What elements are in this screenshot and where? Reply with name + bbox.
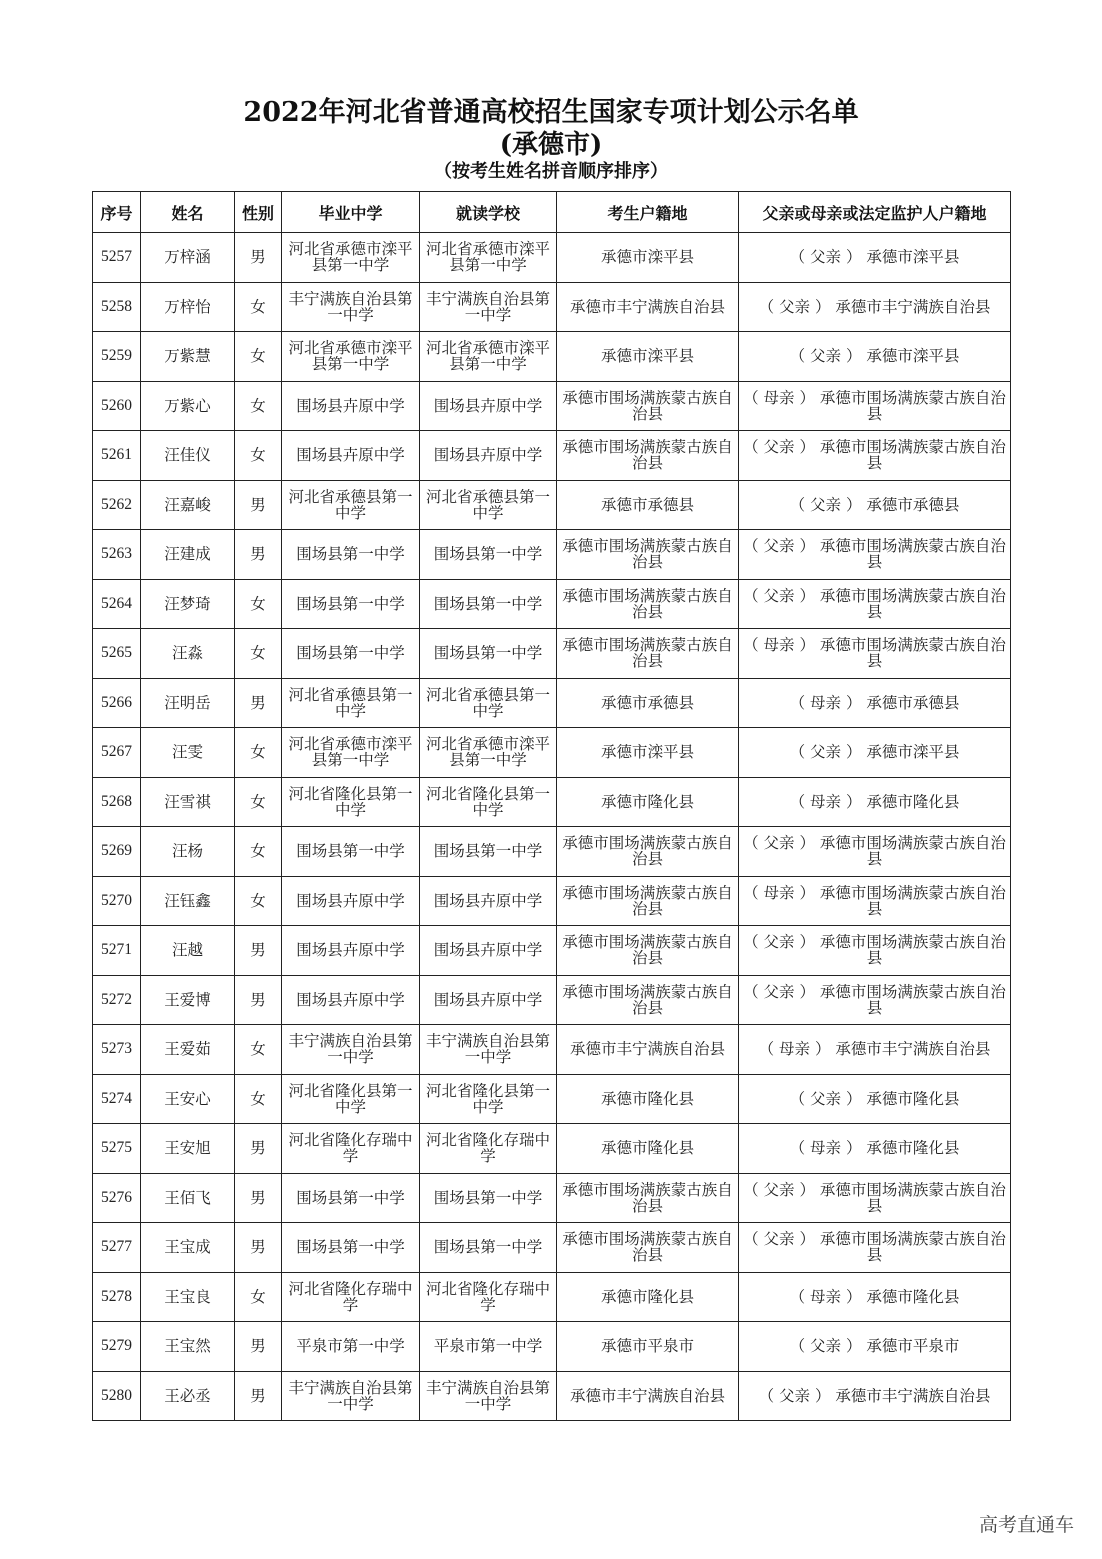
cell-current-school: 围场县第一中学	[420, 530, 557, 580]
table-row	[93, 926, 1011, 976]
cell-current-school: 河北省隆化存瑞中学	[420, 1272, 557, 1322]
cell-gender: 男	[235, 926, 282, 976]
cell-name: 汪建成	[141, 530, 235, 580]
cell-student-hukou: 承德市围场满族蒙古族自治县	[557, 975, 739, 1025]
cell-name: 汪明岳	[141, 678, 235, 728]
cell-graduation-school: 丰宁满族自治县第一中学	[282, 1371, 420, 1421]
column-header-graduation-school: 毕业中学	[282, 192, 420, 233]
table-row	[93, 629, 1011, 679]
cell-student-hukou: 承德市围场满族蒙古族自治县	[557, 579, 739, 629]
column-header-gender: 性别	[235, 192, 282, 233]
cell-guardian-hukou: （ 母亲 ） 承德市隆化县	[739, 1124, 1011, 1174]
column-header-guardian-hukou: 父亲或母亲或法定监护人户籍地	[739, 192, 1011, 233]
cell-current-school: 围场县卉原中学	[420, 926, 557, 976]
table-row	[93, 1173, 1011, 1223]
cell-seq: 5273	[93, 1025, 141, 1075]
table-row	[93, 1322, 1011, 1372]
cell-name: 汪杨	[141, 827, 235, 877]
cell-current-school: 围场县第一中学	[420, 1223, 557, 1273]
cell-guardian-hukou: （ 父亲 ） 承德市围场满族蒙古族自治县	[739, 431, 1011, 481]
roster-body	[93, 233, 1011, 1421]
cell-graduation-school: 河北省隆化存瑞中学	[282, 1124, 420, 1174]
cell-seq: 5271	[93, 926, 141, 976]
cell-student-hukou: 承德市围场满族蒙古族自治县	[557, 926, 739, 976]
cell-student-hukou: 承德市围场满族蒙古族自治县	[557, 381, 739, 431]
cell-name: 汪淼	[141, 629, 235, 679]
cell-name: 王宝良	[141, 1272, 235, 1322]
cell-seq: 5274	[93, 1074, 141, 1124]
cell-current-school: 围场县第一中学	[420, 827, 557, 877]
cell-guardian-hukou: （ 父亲 ） 承德市围场满族蒙古族自治县	[739, 530, 1011, 580]
cell-guardian-hukou: （ 母亲 ） 承德市丰宁满族自治县	[739, 1025, 1011, 1075]
cell-student-hukou: 承德市丰宁满族自治县	[557, 282, 739, 332]
table-row	[93, 728, 1011, 778]
cell-gender: 男	[235, 1371, 282, 1421]
cell-graduation-school: 河北省承德市滦平县第一中学	[282, 332, 420, 382]
cell-current-school: 河北省承德市滦平县第一中学	[420, 332, 557, 382]
cell-graduation-school: 围场县卉原中学	[282, 876, 420, 926]
page-subtitle-city: (承德市)	[499, 130, 603, 160]
watermark: 高考直通车	[978, 1514, 1074, 1536]
cell-student-hukou: 承德市围场满族蒙古族自治县	[557, 876, 739, 926]
cell-gender: 男	[235, 1322, 282, 1372]
cell-gender: 女	[235, 876, 282, 926]
cell-guardian-hukou: （ 父亲 ） 承德市围场满族蒙古族自治县	[739, 579, 1011, 629]
cell-name: 万紫慧	[141, 332, 235, 382]
cell-gender: 女	[235, 431, 282, 481]
cell-current-school: 围场县第一中学	[420, 629, 557, 679]
cell-graduation-school: 围场县第一中学	[282, 579, 420, 629]
cell-current-school: 围场县第一中学	[420, 1173, 557, 1223]
cell-seq: 5265	[93, 629, 141, 679]
cell-current-school: 河北省承德市滦平县第一中学	[420, 233, 557, 283]
cell-graduation-school: 丰宁满族自治县第一中学	[282, 282, 420, 332]
cell-graduation-school: 围场县第一中学	[282, 827, 420, 877]
table-row	[93, 777, 1011, 827]
cell-gender: 男	[235, 530, 282, 580]
cell-student-hukou: 承德市围场满族蒙古族自治县	[557, 1223, 739, 1273]
table-row	[93, 678, 1011, 728]
cell-seq: 5278	[93, 1272, 141, 1322]
cell-gender: 男	[235, 1173, 282, 1223]
cell-gender: 男	[235, 975, 282, 1025]
cell-student-hukou: 承德市围场满族蒙古族自治县	[557, 827, 739, 877]
cell-student-hukou: 承德市隆化县	[557, 1124, 739, 1174]
cell-seq: 5267	[93, 728, 141, 778]
table-row	[93, 332, 1011, 382]
cell-seq: 5264	[93, 579, 141, 629]
cell-graduation-school: 围场县第一中学	[282, 629, 420, 679]
cell-name: 万梓怡	[141, 282, 235, 332]
table-row	[93, 1223, 1011, 1273]
cell-graduation-school: 平泉市第一中学	[282, 1322, 420, 1372]
cell-student-hukou: 承德市承德县	[557, 678, 739, 728]
cell-gender: 女	[235, 1272, 282, 1322]
cell-gender: 男	[235, 1223, 282, 1273]
cell-name: 汪梦琦	[141, 579, 235, 629]
table-row	[93, 975, 1011, 1025]
column-header-current-school: 就读学校	[420, 192, 557, 233]
cell-graduation-school: 河北省承德市滦平县第一中学	[282, 728, 420, 778]
cell-current-school: 丰宁满族自治县第一中学	[420, 1371, 557, 1421]
table-row	[93, 1074, 1011, 1124]
cell-gender: 女	[235, 1074, 282, 1124]
column-header-student-hukou: 考生户籍地	[557, 192, 739, 233]
cell-gender: 女	[235, 282, 282, 332]
cell-graduation-school: 围场县第一中学	[282, 530, 420, 580]
cell-guardian-hukou: （ 父亲 ） 承德市丰宁满族自治县	[739, 282, 1011, 332]
cell-guardian-hukou: （ 父亲 ） 承德市承德县	[739, 480, 1011, 530]
cell-name: 汪雪祺	[141, 777, 235, 827]
cell-gender: 女	[235, 728, 282, 778]
cell-seq: 5277	[93, 1223, 141, 1273]
cell-name: 王安旭	[141, 1124, 235, 1174]
cell-gender: 女	[235, 827, 282, 877]
cell-graduation-school: 河北省隆化存瑞中学	[282, 1272, 420, 1322]
cell-guardian-hukou: （ 母亲 ） 承德市围场满族蒙古族自治县	[739, 629, 1011, 679]
cell-seq: 5268	[93, 777, 141, 827]
column-header-name: 姓名	[141, 192, 235, 233]
cell-name: 万紫心	[141, 381, 235, 431]
cell-gender: 女	[235, 777, 282, 827]
column-header-seq: 序号	[93, 192, 141, 233]
cell-graduation-school: 围场县第一中学	[282, 1223, 420, 1273]
cell-student-hukou: 承德市平泉市	[557, 1322, 739, 1372]
cell-current-school: 围场县卉原中学	[420, 381, 557, 431]
cell-student-hukou: 承德市围场满族蒙古族自治县	[557, 1173, 739, 1223]
cell-guardian-hukou: （ 父亲 ） 承德市围场满族蒙古族自治县	[739, 1173, 1011, 1223]
cell-graduation-school: 围场县卉原中学	[282, 431, 420, 481]
cell-gender: 女	[235, 1025, 282, 1075]
table-row	[93, 233, 1011, 283]
cell-graduation-school: 河北省隆化县第一中学	[282, 777, 420, 827]
cell-seq: 5258	[93, 282, 141, 332]
cell-name: 汪佳仪	[141, 431, 235, 481]
cell-current-school: 河北省隆化县第一中学	[420, 1074, 557, 1124]
cell-name: 王安心	[141, 1074, 235, 1124]
page-title: 2022年河北省普通高校招生国家专项计划公示名单	[243, 97, 859, 128]
table-row	[93, 1272, 1011, 1322]
cell-student-hukou: 承德市围场满族蒙古族自治县	[557, 530, 739, 580]
cell-current-school: 丰宁满族自治县第一中学	[420, 282, 557, 332]
cell-current-school: 围场县卉原中学	[420, 876, 557, 926]
cell-graduation-school: 围场县卉原中学	[282, 926, 420, 976]
cell-name: 王宝成	[141, 1223, 235, 1273]
cell-name: 汪越	[141, 926, 235, 976]
cell-gender: 男	[235, 233, 282, 283]
cell-guardian-hukou: （ 父亲 ） 承德市围场满族蒙古族自治县	[739, 1223, 1011, 1273]
cell-seq: 5276	[93, 1173, 141, 1223]
cell-seq: 5261	[93, 431, 141, 481]
table-row	[93, 1025, 1011, 1075]
table-row	[93, 579, 1011, 629]
table-row	[93, 282, 1011, 332]
cell-guardian-hukou: （ 母亲 ） 承德市承德县	[739, 678, 1011, 728]
cell-gender: 女	[235, 381, 282, 431]
cell-name: 汪钰鑫	[141, 876, 235, 926]
cell-student-hukou: 承德市滦平县	[557, 728, 739, 778]
cell-student-hukou: 承德市丰宁满族自治县	[557, 1025, 739, 1075]
cell-current-school: 平泉市第一中学	[420, 1322, 557, 1372]
cell-student-hukou: 承德市滦平县	[557, 233, 739, 283]
roster-table	[92, 191, 1011, 1421]
cell-guardian-hukou: （ 母亲 ） 承德市隆化县	[739, 777, 1011, 827]
cell-name: 汪雯	[141, 728, 235, 778]
cell-name: 王爱博	[141, 975, 235, 1025]
cell-student-hukou: 承德市隆化县	[557, 1074, 739, 1124]
cell-seq: 5259	[93, 332, 141, 382]
table-header-row	[93, 192, 1011, 233]
cell-guardian-hukou: （ 母亲 ） 承德市隆化县	[739, 1272, 1011, 1322]
cell-gender: 女	[235, 629, 282, 679]
cell-student-hukou: 承德市承德县	[557, 480, 739, 530]
cell-graduation-school: 围场县卉原中学	[282, 975, 420, 1025]
sort-note: （按考生姓名拼音顺序排序）	[434, 161, 668, 182]
table-row	[93, 876, 1011, 926]
cell-gender: 男	[235, 678, 282, 728]
table-row	[93, 530, 1011, 580]
cell-student-hukou: 承德市围场满族蒙古族自治县	[557, 431, 739, 481]
cell-graduation-school: 河北省承德市滦平县第一中学	[282, 233, 420, 283]
cell-current-school: 围场县卉原中学	[420, 431, 557, 481]
cell-graduation-school: 围场县第一中学	[282, 1173, 420, 1223]
cell-student-hukou: 承德市围场满族蒙古族自治县	[557, 629, 739, 679]
cell-seq: 5275	[93, 1124, 141, 1174]
cell-guardian-hukou: （ 父亲 ） 承德市围场满族蒙古族自治县	[739, 926, 1011, 976]
cell-current-school: 河北省承德市滦平县第一中学	[420, 728, 557, 778]
cell-student-hukou: 承德市隆化县	[557, 1272, 739, 1322]
cell-guardian-hukou: （ 父亲 ） 承德市丰宁满族自治县	[739, 1371, 1011, 1421]
cell-guardian-hukou: （ 父亲 ） 承德市隆化县	[739, 1074, 1011, 1124]
cell-seq: 5260	[93, 381, 141, 431]
cell-graduation-school: 围场县卉原中学	[282, 381, 420, 431]
cell-graduation-school: 河北省承德县第一中学	[282, 480, 420, 530]
cell-seq: 5272	[93, 975, 141, 1025]
cell-name: 汪嘉峻	[141, 480, 235, 530]
cell-guardian-hukou: （ 父亲 ） 承德市围场满族蒙古族自治县	[739, 827, 1011, 877]
table-row	[93, 1124, 1011, 1174]
cell-current-school: 围场县卉原中学	[420, 975, 557, 1025]
cell-name: 王宝然	[141, 1322, 235, 1372]
cell-student-hukou: 承德市丰宁满族自治县	[557, 1371, 739, 1421]
cell-name: 王爱茹	[141, 1025, 235, 1075]
cell-guardian-hukou: （ 父亲 ） 承德市平泉市	[739, 1322, 1011, 1372]
cell-gender: 男	[235, 1124, 282, 1174]
table-row	[93, 827, 1011, 877]
cell-guardian-hukou: （ 父亲 ） 承德市滦平县	[739, 233, 1011, 283]
cell-seq: 5269	[93, 827, 141, 877]
cell-student-hukou: 承德市滦平县	[557, 332, 739, 382]
cell-gender: 男	[235, 480, 282, 530]
cell-current-school: 河北省承德县第一中学	[420, 480, 557, 530]
cell-name: 万梓涵	[141, 233, 235, 283]
cell-seq: 5280	[93, 1371, 141, 1421]
cell-gender: 女	[235, 332, 282, 382]
cell-seq: 5270	[93, 876, 141, 926]
cell-guardian-hukou: （ 父亲 ） 承德市围场满族蒙古族自治县	[739, 975, 1011, 1025]
cell-current-school: 丰宁满族自治县第一中学	[420, 1025, 557, 1075]
cell-guardian-hukou: （ 母亲 ） 承德市围场满族蒙古族自治县	[739, 381, 1011, 431]
cell-name: 王必丞	[141, 1371, 235, 1421]
cell-name: 王佰飞	[141, 1173, 235, 1223]
table-row	[93, 480, 1011, 530]
cell-seq: 5279	[93, 1322, 141, 1372]
cell-graduation-school: 河北省承德县第一中学	[282, 678, 420, 728]
cell-current-school: 河北省隆化县第一中学	[420, 777, 557, 827]
cell-guardian-hukou: （ 父亲 ） 承德市滦平县	[739, 332, 1011, 382]
cell-graduation-school: 丰宁满族自治县第一中学	[282, 1025, 420, 1075]
cell-current-school: 河北省隆化存瑞中学	[420, 1124, 557, 1174]
table-row	[93, 1371, 1011, 1421]
cell-seq: 5263	[93, 530, 141, 580]
cell-seq: 5257	[93, 233, 141, 283]
cell-gender: 女	[235, 579, 282, 629]
cell-guardian-hukou: （ 父亲 ） 承德市滦平县	[739, 728, 1011, 778]
cell-graduation-school: 河北省隆化县第一中学	[282, 1074, 420, 1124]
cell-current-school: 河北省承德县第一中学	[420, 678, 557, 728]
table-row	[93, 431, 1011, 481]
cell-student-hukou: 承德市隆化县	[557, 777, 739, 827]
cell-current-school: 围场县第一中学	[420, 579, 557, 629]
table-row	[93, 381, 1011, 431]
cell-seq: 5262	[93, 480, 141, 530]
cell-guardian-hukou: （ 母亲 ） 承德市围场满族蒙古族自治县	[739, 876, 1011, 926]
cell-seq: 5266	[93, 678, 141, 728]
